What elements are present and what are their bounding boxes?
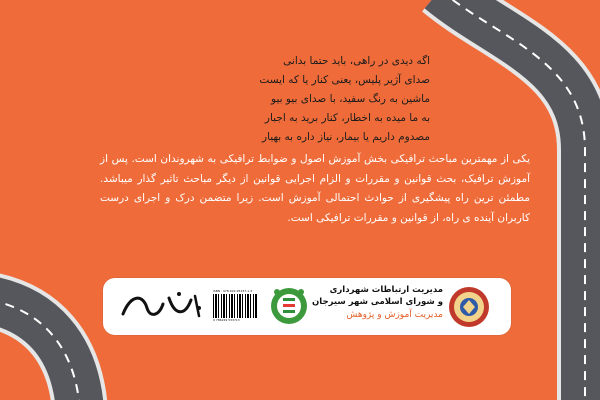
poem-line: صدای آژیر پلیس، یعنی کنار یا که ایست <box>259 74 430 86</box>
poem-line: به ما میده به اخطار، کنار برید به اجبار <box>264 112 430 124</box>
isbn-barcode <box>213 289 259 325</box>
publisher-logo-icon <box>113 286 205 326</box>
barcode-number: 9 786229 533713 <box>213 318 240 322</box>
barcode-icon <box>213 294 257 318</box>
municipality-seal-icon <box>443 284 495 330</box>
poem-line: مصدوم داریم یا بیمار، نیاز داره به بهیار <box>262 131 430 143</box>
isbn-text: ISBN : 978-622-95337-1-3 <box>213 289 253 293</box>
department-name: مدیریت آموزش و پژوهش <box>346 310 443 320</box>
city-emblem-icon <box>263 284 315 330</box>
poem <box>200 52 430 147</box>
organization-name <box>312 284 443 322</box>
org-line: مدیریت ارتباطات شهرداری <box>329 285 443 295</box>
publisher-panel <box>103 278 511 335</box>
description-paragraph: یکی از مهمترین مباحث ترافیکی بخش آموزش اصول و ضوابط ترافیکی به شهروندان است. پس از آموزش ترافیک، بحث قوانین و مقررات و الزام اجرایی قوانین از دیگر مباحث تاثیر گذار میباشد. مطمئن ترین راه پیشگیری از حوادث احتمالی آموزش است. زیرا متضمن درک و اجرای درست کاربران آینده ی راه، از قوانین و مقررات ترافیکی است. <box>100 153 530 224</box>
poem-line: اگه دیدی در راهی، باید حتما بدانی <box>283 55 430 67</box>
org-line: و شورای اسلامی شهر سیرجان <box>312 297 443 307</box>
poem-line: ماشین به رنگ سفید، با صدای بیو بیو <box>271 93 430 105</box>
